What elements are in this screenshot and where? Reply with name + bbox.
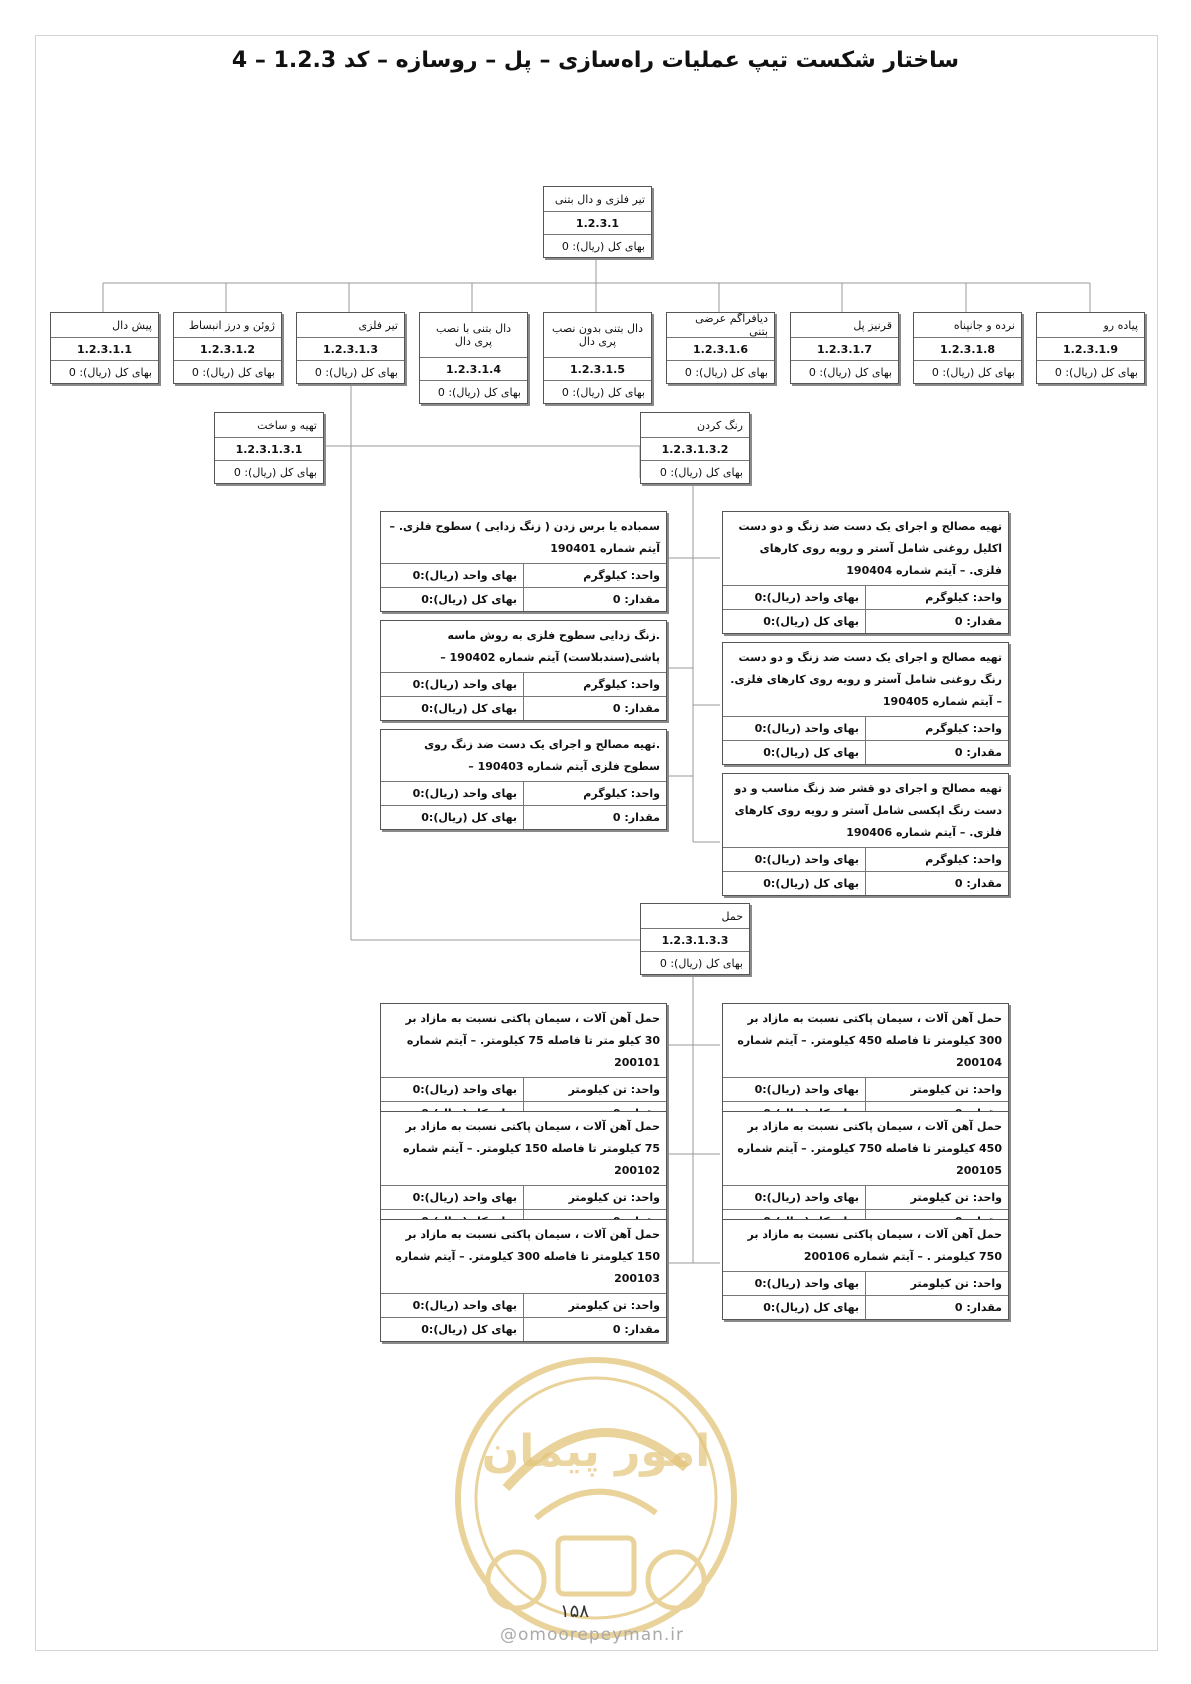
node-code: 1.2.3.1.1 <box>51 337 158 360</box>
item-description: تهیه مصالح و اجرای یک دست ضد زنگ و دو دست رنگ روغنی شامل آستر و رویه روی کارهای فلزی. – آیتم شماره 190405 <box>730 651 1002 708</box>
item-total: بهای کل (ریال):0 <box>723 1296 866 1319</box>
item-unit: واحد: تن کیلومتر <box>910 1277 1002 1290</box>
item-total: بهای کل (ریال):0 <box>723 610 866 633</box>
item-200106 <box>722 1219 1009 1320</box>
node-code: 1.2.3.1.3.1 <box>215 437 323 460</box>
item-unit-price: بهای واحد (ریال):0 <box>723 848 866 871</box>
item-200101 <box>380 1003 667 1126</box>
item-row <box>381 563 666 587</box>
item-description: حمل آهن آلات ، سیمان پاکتی نسبت به مازاد بر 30 کیلو متر تا فاصله 75 کیلومتر. – آیتم شماره 200101 <box>405 1012 660 1069</box>
item-total: بهای کل (ریال):0 <box>381 806 524 829</box>
node-name: پیش دال <box>112 318 152 332</box>
node-name: دال بتنی با نصب پری دال <box>435 322 512 348</box>
item-unit: واحد: تن کیلومتر <box>568 1191 660 1204</box>
node-code: 1.2.3.1.3.3 <box>641 928 749 951</box>
item-row <box>723 1271 1008 1295</box>
node-price: بهای کل (ریال): 0 <box>791 360 898 383</box>
item-unit-price: بهای واحد (ریال):0 <box>723 1078 866 1101</box>
node-sidewalk <box>1036 312 1145 384</box>
item-200105 <box>722 1111 1009 1234</box>
item-unit: واحد: کیلوگرم <box>583 569 660 582</box>
node-steel-girder <box>296 312 405 384</box>
node-slab-with-predeck <box>419 312 528 404</box>
item-qty: مقدار: 0 <box>612 1323 660 1336</box>
item-row <box>723 609 1008 633</box>
item-unit: واحد: کیلوگرم <box>925 853 1002 866</box>
node-expansion-joint <box>173 312 282 384</box>
item-unit: واحد: تن کیلومتر <box>910 1083 1002 1096</box>
node-price: بهای کل (ریال): 0 <box>914 360 1021 383</box>
node-slab-without-predeck <box>543 312 652 404</box>
item-row <box>381 781 666 805</box>
item-190401 <box>380 511 667 612</box>
node-code: 1.2.3.1.6 <box>667 337 774 360</box>
item-row <box>723 1185 1008 1209</box>
item-total: بهای کل (ریال):0 <box>723 872 866 895</box>
item-row <box>723 871 1008 895</box>
item-total: بهای کل (ریال):0 <box>381 697 524 720</box>
node-price: بهای کل (ریال): 0 <box>51 360 158 383</box>
item-qty: مقدار: 0 <box>954 877 1002 890</box>
item-row <box>723 585 1008 609</box>
item-row <box>381 672 666 696</box>
node-price: بهای کل (ریال): 0 <box>420 380 527 403</box>
item-total: بهای کل (ریال):0 <box>381 588 524 611</box>
node-code: 1.2.3.1.9 <box>1037 337 1144 360</box>
item-unit-price: بهای واحد (ریال):0 <box>723 1186 866 1209</box>
item-qty: مقدار: 0 <box>612 702 660 715</box>
item-row <box>381 696 666 720</box>
item-row <box>381 1185 666 1209</box>
item-row <box>723 716 1008 740</box>
item-description: حمل آهن آلات ، سیمان پاکتی نسبت به مازاد بر 750 کیلومتر . – آیتم شماره 200106 <box>747 1228 1002 1263</box>
node-name: تهیه و ساخت <box>257 418 317 432</box>
item-190402 <box>380 620 667 721</box>
node-name: حمل <box>721 909 743 923</box>
item-qty: مقدار: 0 <box>954 615 1002 628</box>
item-description: حمل آهن آلات ، سیمان پاکتی نسبت به مازاد بر 450 کیلومتر تا فاصله 750 کیلومتر. – آیتم شماره 200105 <box>737 1120 1002 1177</box>
node-name: دیافراگم عرضی بتنی <box>695 312 768 338</box>
item-190405 <box>722 642 1009 765</box>
item-row <box>723 847 1008 871</box>
item-row <box>723 1295 1008 1319</box>
item-unit: واحد: تن کیلومتر <box>910 1191 1002 1204</box>
node-fabrication <box>214 412 324 484</box>
node-price: بهای کل (ریال): 0 <box>1037 360 1144 383</box>
item-description: حمل آهن آلات ، سیمان پاکتی نسبت به مازاد بر 150 کیلومتر تا فاصله 300 کیلومتر. – آیتم شماره 200103 <box>395 1228 660 1285</box>
item-190406 <box>722 773 1009 896</box>
item-qty: مقدار: 0 <box>954 746 1002 759</box>
item-row <box>381 1317 666 1341</box>
node-code: 1.2.3.1.3.2 <box>641 437 749 460</box>
item-190404 <box>722 511 1009 634</box>
item-unit: واحد: کیلوگرم <box>925 722 1002 735</box>
node-name: پیاده رو <box>1103 318 1138 332</box>
item-unit: واحد: تن کیلومتر <box>568 1299 660 1312</box>
item-200102 <box>380 1111 667 1234</box>
node-name: دال بتنی بدون نصب پری دال <box>552 322 643 348</box>
node-code: 1.2.3.1.3 <box>297 337 404 360</box>
node-price: بهای کل (ریال): 0 <box>641 951 749 974</box>
node-name: رنگ کردن <box>697 418 743 432</box>
item-qty: مقدار: 0 <box>612 811 660 824</box>
node-code: 1.2.3.1.5 <box>544 357 651 380</box>
item-description: .تهیه مصالح و اجرای یک دست ضد زنگ روی سطوح فلزی آیتم شماره 190403 – <box>424 738 660 773</box>
node-code: 1.2.3.1 <box>544 211 651 234</box>
item-total: بهای کل (ریال):0 <box>381 1318 524 1341</box>
item-qty: مقدار: 0 <box>954 1301 1002 1314</box>
item-unit: واحد: کیلوگرم <box>583 678 660 691</box>
item-description: .زنگ زدایی سطوح فلزی به روش ماسه پاشی(سندبلاست) آیتم شماره 190402 – <box>440 629 660 664</box>
root-node <box>543 186 652 258</box>
page-title: ساختار شکست تیپ عملیات راه‌سازی – پل – روسازه – کد 1.2.3 – 4 <box>231 48 960 73</box>
node-name: نرده و جانپناه <box>953 318 1015 332</box>
item-row <box>381 587 666 611</box>
item-unit: واحد: تن کیلومتر <box>568 1083 660 1096</box>
node-bridge-cornice <box>790 312 899 384</box>
item-row <box>381 805 666 829</box>
node-price: بهای کل (ریال): 0 <box>544 234 651 257</box>
node-code: 1.2.3.1.7 <box>791 337 898 360</box>
item-unit-price: بهای واحد (ریال):0 <box>723 717 866 740</box>
node-name: ژوئن و درز انبساط <box>188 318 275 332</box>
node-code: 1.2.3.1.4 <box>420 357 527 380</box>
page-number: ۱۵۸ <box>560 1601 590 1622</box>
node-code: 1.2.3.1.2 <box>174 337 281 360</box>
node-name: تیر فلزی <box>358 318 398 332</box>
item-description: تهیه مصالح و اجرای دو قشر ضد زنگ مناسب و دو دست رنگ اپکسی شامل آستر و رویه روی کارهای فلزی. – آیتم شماره 190406 <box>734 782 1002 839</box>
node-price: بهای کل (ریال): 0 <box>297 360 404 383</box>
item-row <box>381 1293 666 1317</box>
item-description: حمل آهن آلات ، سیمان پاکتی نسبت به مازاد بر 75 کیلومتر تا فاصله 150 کیلومتر. – آیتم شماره 200102 <box>403 1120 660 1177</box>
item-row <box>723 1077 1008 1101</box>
item-200104 <box>722 1003 1009 1126</box>
footer-watermark: @omoorepeyman.ir <box>500 1625 685 1645</box>
item-unit-price: بهای واحد (ریال):0 <box>381 564 524 587</box>
item-description: حمل آهن آلات ، سیمان پاکتی نسبت به مازاد بر 300 کیلومتر تا فاصله 450 کیلومتر. – آیتم شماره 200104 <box>737 1012 1002 1069</box>
node-price: بهای کل (ریال): 0 <box>215 460 323 483</box>
node-price: بهای کل (ریال): 0 <box>641 460 749 483</box>
node-predeck <box>50 312 159 384</box>
item-qty: مقدار: 0 <box>612 593 660 606</box>
node-code: 1.2.3.1.8 <box>914 337 1021 360</box>
node-hauling <box>640 903 750 975</box>
item-row <box>381 1077 666 1101</box>
item-unit-price: بهای واحد (ریال):0 <box>381 1078 524 1101</box>
node-diaphragm <box>666 312 775 384</box>
item-unit-price: بهای واحد (ریال):0 <box>723 586 866 609</box>
node-painting <box>640 412 750 484</box>
item-unit: واحد: کیلوگرم <box>925 591 1002 604</box>
item-unit-price: بهای واحد (ریال):0 <box>381 673 524 696</box>
node-name: قرنیز پل <box>853 318 892 332</box>
node-railing <box>913 312 1022 384</box>
item-description: تهیه مصالح و اجرای یک دست ضد زنگ و دو دست اکلیل روغنی شامل آستر و رویه روی کارهای فلزی. – آیتم شماره 190404 <box>738 520 1002 577</box>
stamp-logo <box>446 1348 746 1648</box>
stamp-text: امور پیمان <box>481 1426 711 1477</box>
item-unit-price: بهای واحد (ریال):0 <box>381 1294 524 1317</box>
item-unit: واحد: کیلوگرم <box>583 787 660 800</box>
item-row <box>723 740 1008 764</box>
item-190403 <box>380 729 667 830</box>
node-price: بهای کل (ریال): 0 <box>667 360 774 383</box>
node-price: بهای کل (ریال): 0 <box>544 380 651 403</box>
node-name: تیر فلزی و دال بتنی <box>554 192 645 206</box>
item-total: بهای کل (ریال):0 <box>723 741 866 764</box>
item-unit-price: بهای واحد (ریال):0 <box>381 1186 524 1209</box>
item-description: سمباده یا برس زدن ( زنگ زدایی ) سطوح فلزی. – آیتم شماره 190401 <box>389 520 660 555</box>
item-200103 <box>380 1219 667 1342</box>
node-price: بهای کل (ریال): 0 <box>174 360 281 383</box>
item-unit-price: بهای واحد (ریال):0 <box>381 782 524 805</box>
item-unit-price: بهای واحد (ریال):0 <box>723 1272 866 1295</box>
